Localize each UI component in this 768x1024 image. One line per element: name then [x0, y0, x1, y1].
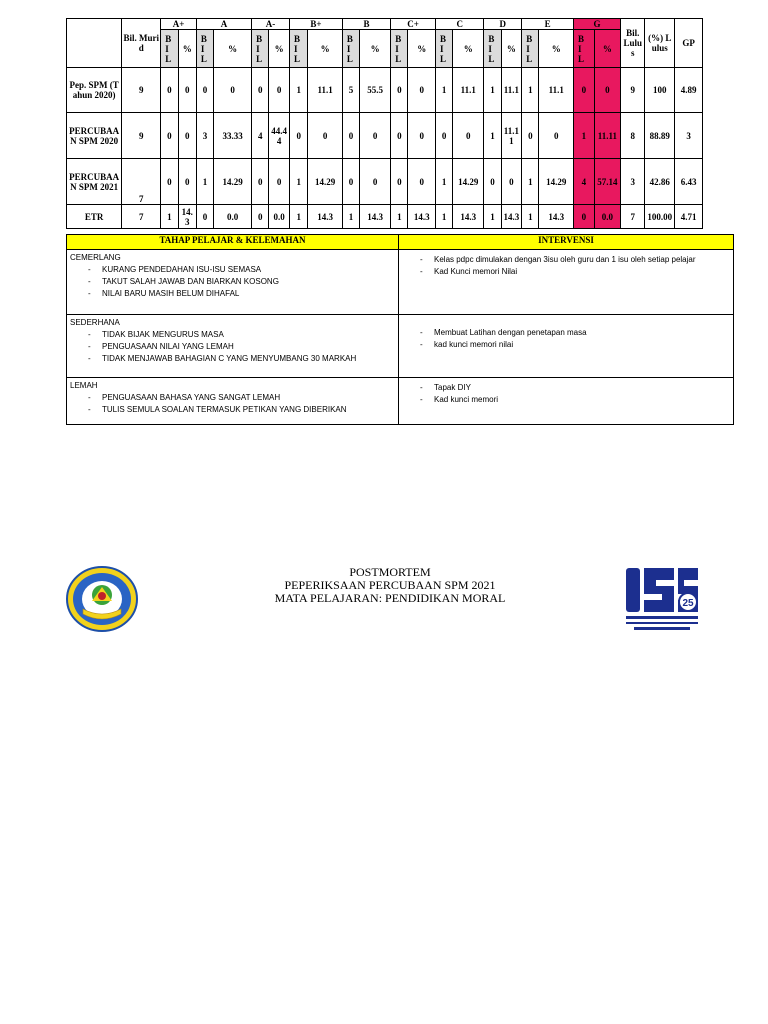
pct-cell: 0 [214, 68, 252, 113]
weakness-item: - TIDAK BIJAK MENGURUS MASA [88, 329, 395, 340]
pct-subheader: % [214, 30, 252, 68]
pct-cell: 0 [408, 68, 436, 113]
school-crest-icon [65, 565, 139, 633]
pct-cell: 11.1 [453, 68, 484, 113]
bil-cell: 0 [161, 159, 178, 205]
gp-cell: 4.89 [675, 68, 703, 113]
bil-cell: 0 [161, 113, 178, 159]
pct-subheader: % [408, 30, 436, 68]
grade-header: D [484, 19, 522, 30]
pct-cell: 33.33 [214, 113, 252, 159]
gp-cell: 4.71 [675, 205, 703, 229]
bil-lulus-header: Bil. Lulus [621, 19, 645, 68]
grade-header-row [67, 19, 703, 30]
pct-cell: 0 [453, 113, 484, 159]
document-title [240, 566, 540, 605]
pct-subheader: % [594, 30, 620, 68]
table-row [67, 205, 703, 229]
table-row [67, 113, 703, 159]
bil-cell: 1 [573, 113, 594, 159]
pct-cell: 0 [178, 68, 196, 113]
bil-lulus-cell: 8 [621, 113, 645, 159]
bil-subheader: B I L [342, 30, 359, 68]
pct-cell: 11.11 [594, 113, 620, 159]
bil-cell: 0 [196, 205, 213, 229]
pct-cell: 0 [308, 113, 343, 159]
weakness-item: - PENGUASAAN NILAI YANG LEMAH [88, 341, 395, 352]
weakness-cell [67, 315, 399, 378]
intervention-cell [399, 250, 734, 315]
pct-cell: 14.29 [453, 159, 484, 205]
weakness-cell [67, 378, 399, 425]
grade-header: E [522, 19, 574, 30]
bil-cell: 0 [573, 68, 594, 113]
bil-cell: 0 [573, 205, 594, 229]
grade-header: B [342, 19, 390, 30]
bil-cell: 0 [484, 159, 501, 205]
pct-cell: 0 [360, 159, 391, 205]
bil-subheader: B I L [436, 30, 453, 68]
analysis-row-cemerlang [67, 250, 734, 315]
bil-cell: 0 [391, 113, 408, 159]
bil-subheader: B I L [573, 30, 594, 68]
bil-cell: 1 [484, 113, 501, 159]
bil-cell: 4 [573, 159, 594, 205]
bil-subheader: B I L [391, 30, 408, 68]
bil-cell: 4 [252, 113, 269, 159]
bil-cell: 1 [290, 159, 308, 205]
grade-header: B+ [290, 19, 343, 30]
pct-subheader: % [453, 30, 484, 68]
bil-cell: 1 [290, 68, 308, 113]
bil-lulus-cell: 3 [621, 159, 645, 205]
grade-header-g: G [573, 19, 620, 30]
bil-cell: 3 [196, 113, 213, 159]
bil-cell: 1 [484, 205, 501, 229]
analysis-row-lemah [67, 378, 734, 425]
bil-cell: 0 [161, 68, 178, 113]
bil-murid-cell: 9 [122, 68, 161, 113]
anniversary-logo-icon [624, 562, 700, 634]
gp-header: GP [675, 19, 703, 68]
pct-cell: 14.3 [539, 205, 574, 229]
pct-cell: 55.5 [360, 68, 391, 113]
analysis-row-sederhana [67, 315, 734, 378]
pct-cell: 0 [539, 113, 574, 159]
weakness-item: - NILAI BARU MASIH BELUM DIHAFAL [88, 288, 395, 299]
pct-cell: 0 [269, 68, 290, 113]
pct-lulus-cell: 100 [645, 68, 675, 113]
bil-cell: 1 [391, 205, 408, 229]
bil-cell: 1 [436, 205, 453, 229]
bil-cell: 0 [436, 113, 453, 159]
bil-cell: 1 [484, 68, 501, 113]
bil-subheader: B I L [196, 30, 213, 68]
bil-lulus-cell: 7 [621, 205, 645, 229]
bil-cell: 1 [196, 159, 213, 205]
pct-cell: 11.1 [539, 68, 574, 113]
bil-cell: 0 [522, 113, 539, 159]
pct-lulus-header: (%) Lulus [645, 19, 675, 68]
row-label: Pep. SPM (Tahun 2020) [67, 68, 122, 113]
intervention-cell [399, 378, 734, 425]
bil-cell: 0 [391, 68, 408, 113]
title-line: MATA PELAJARAN: PENDIDIKAN MORAL [274, 591, 506, 605]
bil-cell: 1 [436, 68, 453, 113]
pct-cell: 0 [360, 113, 391, 159]
intervention-header: INTERVENSI [399, 235, 734, 250]
level-title: SEDERHANA [70, 318, 120, 327]
pct-cell: 57.14 [594, 159, 620, 205]
bil-cell: 0 [252, 159, 269, 205]
gp-cell: 3 [675, 113, 703, 159]
grade-header: C [436, 19, 484, 30]
pct-lulus-cell: 42.86 [645, 159, 675, 205]
bil-subheader: B I L [290, 30, 308, 68]
intervention-item: - Kelas pdpc dimulakan dengan 3isu oleh guru dan 1 isu oleh setiap pelajar [420, 254, 730, 265]
pct-cell: 0 [408, 113, 436, 159]
bil-cell: 1 [522, 68, 539, 113]
bil-subheader: B I L [252, 30, 269, 68]
pct-cell: 14.3 [360, 205, 391, 229]
pct-cell: 14.29 [308, 159, 343, 205]
pct-subheader: % [269, 30, 290, 68]
pct-cell: 14.3 [178, 205, 196, 229]
bil-cell: 1 [436, 159, 453, 205]
bil-subheader: B I L [484, 30, 501, 68]
pct-cell: 0.0 [594, 205, 620, 229]
bil-cell: 0 [342, 159, 359, 205]
bil-subheader: B I L [522, 30, 539, 68]
intervention-item: - Kad Kunci memori Nilai [420, 266, 730, 277]
pct-cell: 14.29 [539, 159, 574, 205]
corner-cell [67, 19, 122, 68]
bil-cell: 0 [290, 113, 308, 159]
grade-header: A+ [161, 19, 197, 30]
pct-subheader: % [539, 30, 574, 68]
intervention-item: - Kad kunci memori [420, 394, 730, 405]
bil-cell: 0 [342, 113, 359, 159]
pct-cell: 11.11 [501, 113, 522, 159]
bil-cell: 1 [522, 159, 539, 205]
bil-cell: 0 [252, 68, 269, 113]
pct-cell: 11.1 [501, 68, 522, 113]
pct-subheader: % [360, 30, 391, 68]
grade-header: A- [252, 19, 290, 30]
bil-murid-cell: 7 [122, 159, 161, 205]
pct-subheader: % [308, 30, 343, 68]
intervention-item: - Tapak DIY [420, 382, 730, 393]
pct-subheader: % [178, 30, 196, 68]
weakness-item: - KURANG PENDEDAHAN ISU-ISU SEMASA [88, 264, 395, 275]
analysis-table [66, 234, 734, 425]
title-line: PEPERIKSAAN PERCUBAAN SPM 2021 [284, 578, 496, 592]
pct-cell: 0 [501, 159, 522, 205]
bil-cell: 5 [342, 68, 359, 113]
row-label: PERCUBAAN SPM 2020 [67, 113, 122, 159]
table-row [67, 68, 703, 113]
pct-cell: 11.1 [308, 68, 343, 113]
pct-cell: 0 [594, 68, 620, 113]
level-title: LEMAH [70, 381, 98, 390]
analysis-header-row [67, 235, 734, 250]
grade-rows [67, 68, 703, 229]
row-label: ETR [67, 205, 122, 229]
grade-header: C+ [391, 19, 436, 30]
pct-cell: 14.3 [501, 205, 522, 229]
bil-cell: 0 [391, 159, 408, 205]
bil-cell: 0 [196, 68, 213, 113]
bil-pct-header-row [67, 30, 703, 68]
gp-cell: 6.43 [675, 159, 703, 205]
bil-cell: 0 [252, 205, 269, 229]
table-row [67, 159, 703, 205]
pct-cell: 0 [178, 113, 196, 159]
weakness-item: - TULIS SEMULA SOALAN TERMASUK PETIKAN YANG DIBERIKAN [88, 404, 395, 415]
pct-cell: 14.29 [214, 159, 252, 205]
bil-cell: 1 [290, 205, 308, 229]
bil-murid-header: Bil. Murid [122, 19, 161, 68]
pct-subheader: % [501, 30, 522, 68]
intervention-cell [399, 315, 734, 378]
pct-cell: 14.3 [308, 205, 343, 229]
pct-cell: 0 [178, 159, 196, 205]
logo-number: 25 [682, 598, 694, 609]
bil-cell: 1 [161, 205, 178, 229]
bil-cell: 1 [342, 205, 359, 229]
pct-lulus-cell: 100.00 [645, 205, 675, 229]
weakness-cell [67, 250, 399, 315]
pct-cell: 14.3 [408, 205, 436, 229]
weakness-item: - PENGUASAAN BAHASA YANG SANGAT LEMAH [88, 392, 395, 403]
pct-cell: 0 [269, 159, 290, 205]
bil-subheader: B I L [161, 30, 178, 68]
pct-cell: 44.44 [269, 113, 290, 159]
weakness-header: TAHAP PELAJAR & KELEMAHAN [67, 235, 399, 250]
bil-murid-cell: 7 [122, 205, 161, 229]
results-table [66, 18, 703, 229]
pct-cell: 0.0 [269, 205, 290, 229]
bil-lulus-cell: 9 [621, 68, 645, 113]
bil-murid-cell: 9 [122, 113, 161, 159]
row-label: PERCUBAAN SPM 2021 [67, 159, 122, 205]
bil-cell: 1 [522, 205, 539, 229]
pct-cell: 0 [408, 159, 436, 205]
pct-cell: 0.0 [214, 205, 252, 229]
pct-lulus-cell: 88.89 [645, 113, 675, 159]
pct-cell: 14.3 [453, 205, 484, 229]
level-title: CEMERLANG [70, 253, 121, 262]
weakness-item: - TIDAK MENJAWAB BAHAGIAN C YANG MENYUMBANG 30 MARKAH [88, 353, 395, 364]
intervention-item: - kad kunci memori nilai [420, 339, 730, 350]
title-line: POSTMORTEM [349, 565, 431, 579]
weakness-item: - TAKUT SALAH JAWAB DAN BIARKAN KOSONG [88, 276, 395, 287]
intervention-item: - Membuat Latihan dengan penetapan masa [420, 327, 730, 338]
grade-header: A [196, 19, 251, 30]
